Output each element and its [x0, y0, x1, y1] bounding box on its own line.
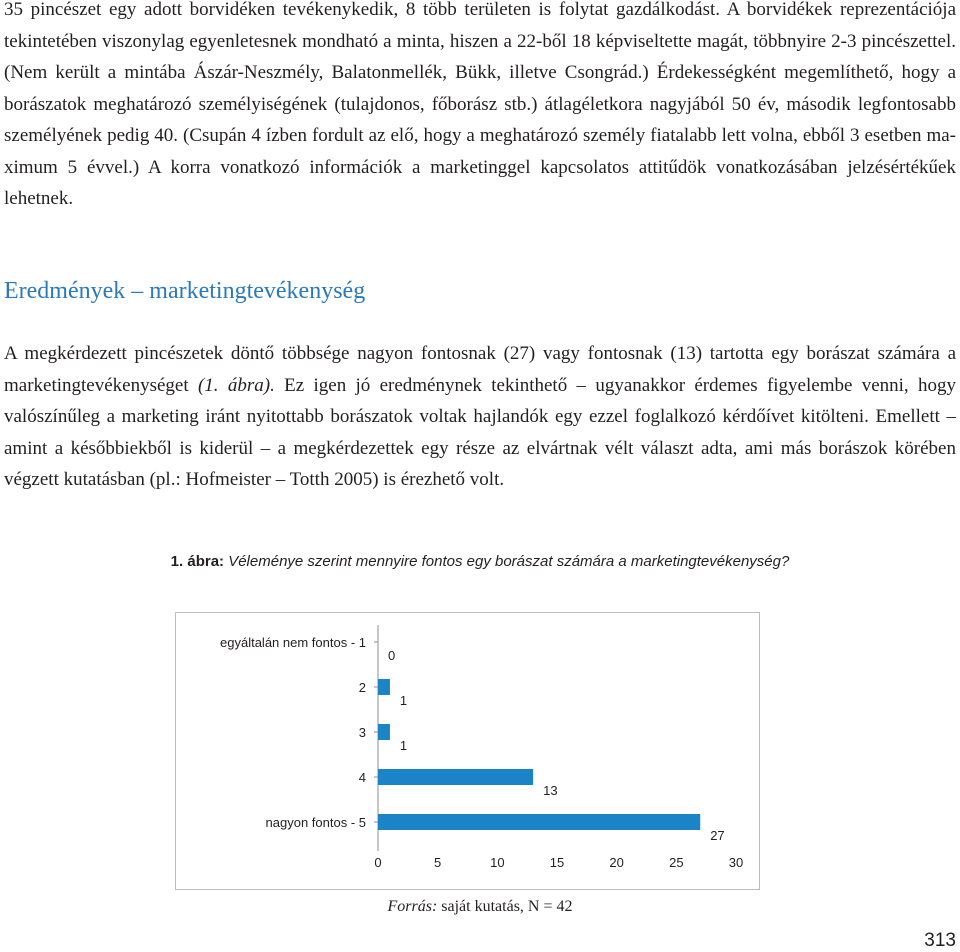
page-number: 313: [924, 930, 956, 951]
data-label: 0: [388, 648, 396, 663]
results-paragraph: [4, 338, 956, 496]
bar: [378, 724, 390, 740]
results-text-part1: A megkérdezett pincészetek döntő többsége nagyon fontosnak (27) vagy fontosnak (13) tartotta egy borászat számára a marketingtevékenységet: [4, 343, 956, 396]
bar-chart: [176, 613, 759, 889]
x-tick-label: 15: [549, 855, 565, 870]
category-label: 2: [358, 680, 366, 695]
data-label: 13: [543, 783, 558, 798]
figure-caption-text: Véleménye szerint mennyire fontos egy borászat számára a marketingtevékenység?: [228, 553, 790, 570]
bar: [378, 679, 390, 695]
bar-chart-frame: [175, 612, 760, 890]
bar: [378, 769, 533, 785]
x-tick-label: 5: [434, 855, 442, 870]
x-tick-label: 0: [374, 855, 382, 870]
x-tick-label: 10: [490, 855, 505, 870]
data-label: 27: [710, 828, 725, 843]
data-label: 1: [399, 738, 408, 753]
figure-caption-label: 1. ábra:: [170, 553, 225, 570]
category-label: 3: [358, 725, 366, 740]
section-heading: Eredmények – marketingtevékenység: [4, 278, 366, 304]
figure-source-label: Forrás:: [387, 898, 438, 915]
category-label: nagyon fontos - 5: [265, 815, 366, 830]
x-tick-label: 20: [609, 855, 624, 870]
data-label: 1: [399, 693, 408, 708]
results-text-part2: Ez igen jó eredménynek tekinthető – ugyanakkor érdemes figyelembe venni, hogy valószínűleg a marketing iránt nyitottabb borászatok voltak hajlandók egy ezzel foglalkozó kérdőívet kitölteni. Emellett – amint a későbbiekből is kiderül – a megkérdezettek egy része az elvártnak vélt választ adta, ami más borászok körében végzett kutatásban (pl.: Hofmeister – Totth 2005) is érezhető volt.: [4, 374, 956, 490]
category-label: egyáltalán nem fontos - 1: [220, 635, 366, 650]
x-tick-label: 25: [669, 855, 684, 870]
figure-source-text: saját kutatás, N = 42: [437, 898, 573, 915]
figure-reference: (1. ábra).: [197, 374, 275, 396]
figure-caption: [0, 553, 960, 570]
category-label: 4: [358, 770, 366, 785]
intro-paragraph: 35 pincészet egy adott borvidéken tevékenykedik, 8 több területen is folytat gazdálkodást. A borvidékek reprezentációja tekintetében viszonylag egyenletesnek mondható a minta, hiszen a 22-ből 18 képviseltette magát, többnyire 2-3 pincészettel. (Nem került a mintába Ászár-Neszmély, Balatonmellék, Bükk, illetve Csongrád.) Érdekességként megemlíthető, hogy a borászatok meghatározó személyiségének (tulajdonos, főborász stb.) átlagéletkora nagyjából 50 év, második legfontosabb személyének pedig 40. (Csupán 4 ízben fordult az elő, hogy a meghatározó személy fiatalabb lett volna, ebből 3 esetben maximum 5 évvel.) A korra vonatkozó információk a marketinggel kapcsolatos attitűdök vonatkozásában jelzésértékűek lehetnek.: [4, 0, 956, 209]
figure-source: [0, 898, 960, 916]
bar: [378, 814, 700, 830]
x-tick-label: 30: [728, 855, 744, 870]
